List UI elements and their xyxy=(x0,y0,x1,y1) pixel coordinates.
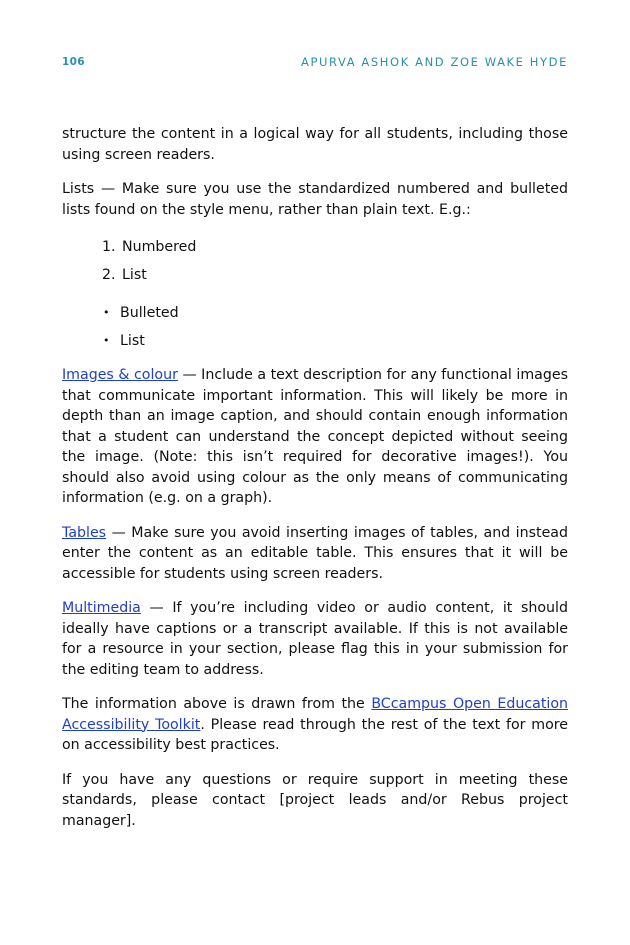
page-number: 106 xyxy=(62,56,85,68)
running-head: APURVA ASHOK AND ZOE WAKE HYDE xyxy=(301,55,568,69)
paragraph-images xyxy=(62,365,568,509)
paragraph-closing: If you have any questions or require support in meeting these standards, please contact [project leads and/or Rebus project manager]. xyxy=(62,771,568,829)
numbered-list-item: 1. Numbered xyxy=(120,234,568,262)
multimedia-link[interactable]: Multimedia xyxy=(62,600,141,616)
bulleted-list-item xyxy=(62,327,568,355)
tables-link[interactable]: Tables xyxy=(62,524,107,541)
numbered-list xyxy=(62,234,568,289)
bullet-icon: • xyxy=(103,306,110,319)
images-colour-link[interactable]: Images & colour xyxy=(62,367,178,383)
paragraph-multimedia xyxy=(62,598,568,680)
bulleted-list-item xyxy=(62,299,568,327)
paragraph-info xyxy=(62,694,568,756)
paragraph-lists: Lists — Make sure you use the standardized numbered and bulleted lists found on the style menu, rather than plain text. E.g.: xyxy=(62,181,568,218)
page-content xyxy=(62,124,568,845)
info-text-after: . Please read through the rest of the text for more on accessibility best practices. xyxy=(62,716,569,753)
accessibility-toolkit-link[interactable]: BCcampus Open Education Accessibility Toolkit xyxy=(62,696,569,733)
tables-text: — Make sure you avoid inserting images of tables, and instead enter the content as an editable table. This ensures that it will be accessible for students using screen readers. xyxy=(62,524,568,582)
bulleted-list xyxy=(62,299,568,355)
paragraph-screen-readers: structure the content in a logical way for all students, including those using screen readers. xyxy=(62,126,568,163)
numbered-list-item: 2. List xyxy=(120,262,568,290)
bulleted-list-item-text: Bulleted xyxy=(120,305,179,321)
paragraph-tables xyxy=(62,523,568,585)
images-text: — Include a text description for any functional images that communicate important information. This will likely be more in depth than an image caption, and should contain enough information that a student can understand the concept depicted without seeing the image. (Note: this isn’t required for decorative images!). You should also avoid using colour as the only means of communicating information (e.g. on a graph). xyxy=(62,367,568,506)
multimedia-text: — If you’re including video or audio content, it should ideally have captions or a transcript available. If this is not available for a resource in your section, please flag this in your submission for the editing team to address. xyxy=(62,600,568,678)
bulleted-list-item-text: List xyxy=(120,333,145,349)
info-text-before: The information above is drawn from the xyxy=(62,696,372,712)
bullet-icon: • xyxy=(103,334,110,347)
